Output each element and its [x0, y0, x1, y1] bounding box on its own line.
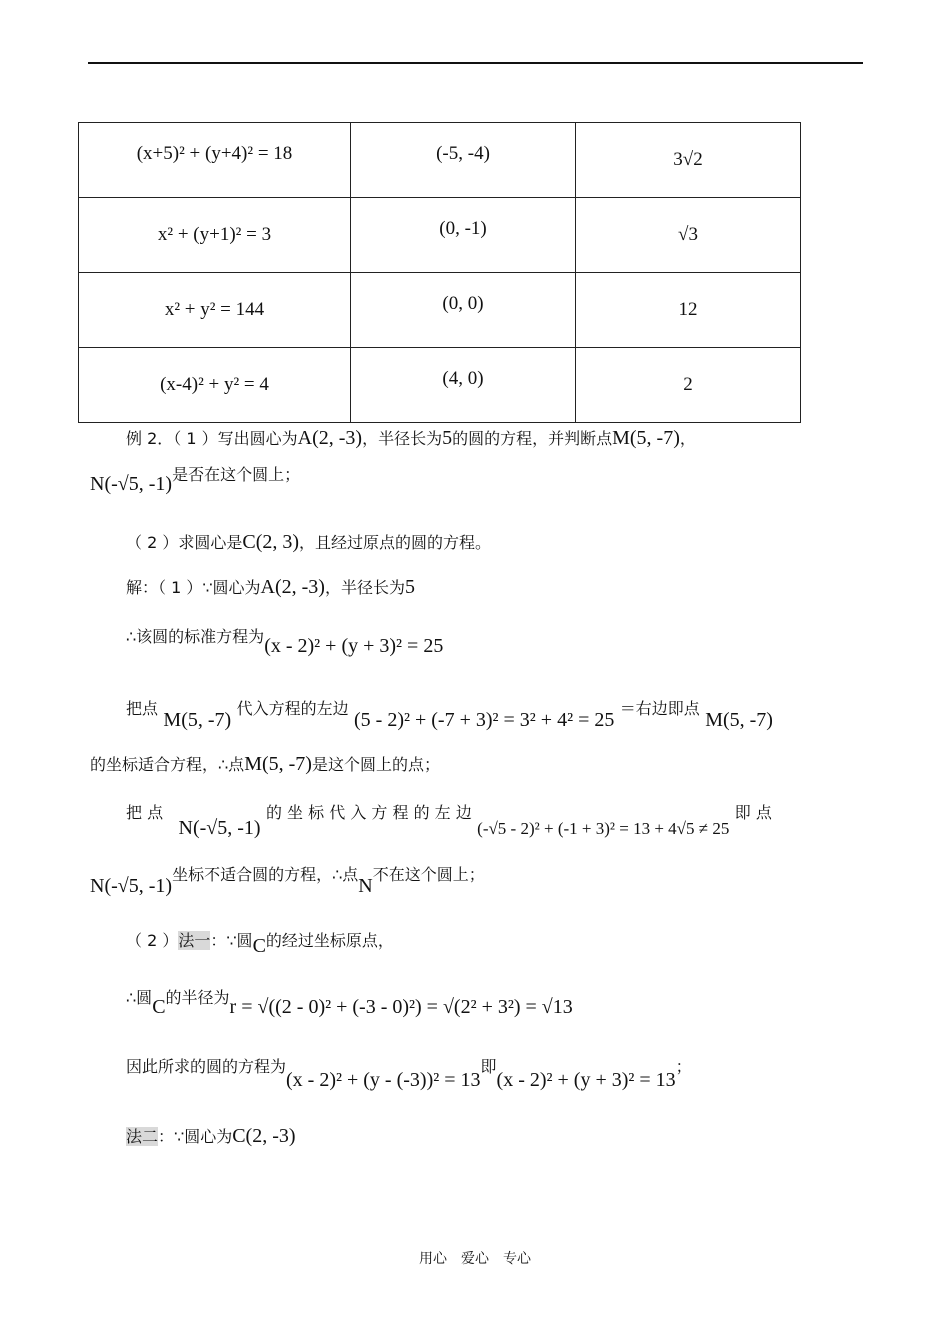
- table-row: [79, 348, 801, 423]
- standard-equation-line: ∴该圆的标准方程为(x - 2)² + (y + 3)² = 25: [126, 627, 444, 657]
- method-2-label: 法二: [126, 1127, 159, 1146]
- table-row: [79, 123, 801, 198]
- radius-line: ∴圆C的半径为r = √((2 - 0)² + (-3 - 0)²) = √(2² + 3²) = √13: [126, 988, 573, 1018]
- n-not-fit-line: N(-√5, -1)坐标不适合圆的方程，∴点N不在这个圆上；: [90, 865, 485, 897]
- equation-cell: (x-4)² + y² = 4: [79, 348, 351, 423]
- equation-cell: (x+5)² + (y+4)² = 18: [79, 123, 351, 198]
- example-2-part-1-cont: N(-√5, -1)是否在这个圆上；: [90, 465, 301, 495]
- page-footer: 用心 爱心 专心: [419, 1251, 531, 1267]
- center-cell: (0, -1): [351, 198, 576, 273]
- answer-line: 因此所求的圆的方程为(x - 2)² + (y - (-3))² = 13即(x - 2)² + (y + 3)² = 13；: [126, 1057, 692, 1091]
- radius-cell: √3: [576, 198, 801, 273]
- circle-equation-table: [78, 122, 801, 423]
- example-2-part-1: 例 2．（ 1 ）写出圆心为A(2, -3)，半径长为5的圆的方程，并判断点M(5, -7)，: [126, 427, 696, 449]
- solution-part-1: 解：（ 1 ）∵圆心为A(2, -3)，半径长为5: [126, 576, 415, 598]
- m-fits-line: 的坐标适合方程，∴点M(5, -7)是这个圆上的点；: [90, 753, 440, 775]
- equation-cell: x² + y² = 144: [79, 273, 351, 348]
- method-1-line: （ 2 ）法一：∵圆C的经过坐标原点，: [126, 931, 394, 957]
- center-cell: (4, 0): [351, 348, 576, 423]
- center-cell: (0, 0): [351, 273, 576, 348]
- table-row: [79, 273, 801, 348]
- radius-cell: 3√2: [576, 123, 801, 198]
- radius-cell: 2: [576, 348, 801, 423]
- center-cell: (-5, -4): [351, 123, 576, 198]
- substitute-n-line: 把 点 N(-√5, -1) 的 坐 标 代 入 方 程 的 左 边 (-√5 - 2)² + (-1 + 3)² = 13 + 4√5 ≠ 25 即 点: [126, 803, 772, 839]
- example-2-part-2: （ 2 ）求圆心是C(2, 3)，且经过原点的圆的方程。: [126, 531, 492, 553]
- method-2-line: 法二：∵圆心为C(2, -3): [126, 1125, 296, 1147]
- method-1-label: 法一: [178, 931, 211, 950]
- table-row: [79, 198, 801, 273]
- header-rule: [88, 62, 863, 64]
- equation-cell: x² + (y+1)² = 3: [79, 198, 351, 273]
- radius-cell: 12: [576, 273, 801, 348]
- substitute-m-line: 把点 M(5, -7) 代入方程的左边 (5 - 2)² + (-7 + 3)² = 3² + 4² = 25 ＝右边即点 M(5, -7): [126, 699, 773, 731]
